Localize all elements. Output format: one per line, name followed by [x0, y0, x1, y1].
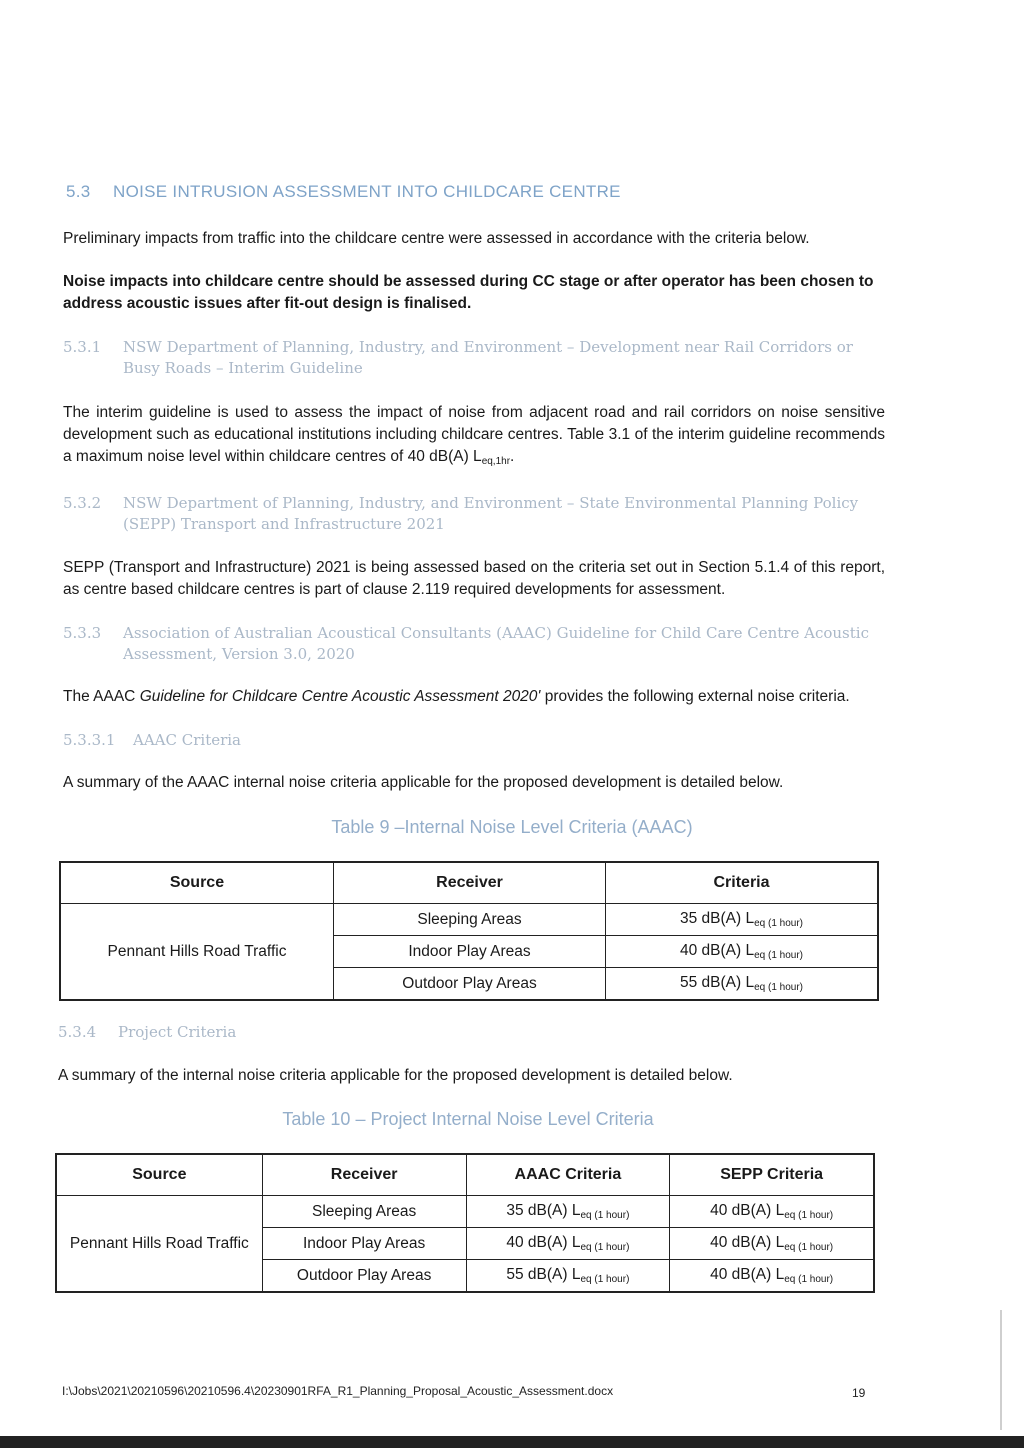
section-number: 5.3 — [66, 182, 91, 201]
subsection-5-3-1-heading — [63, 337, 885, 379]
subsection-title: Project Criteria — [118, 1023, 237, 1041]
sepp-value: 40 dB(A) L — [710, 1266, 785, 1283]
header-receiver: Receiver — [262, 1154, 466, 1196]
header-source: Source — [60, 862, 333, 904]
receiver-cell: Indoor Play Areas — [333, 936, 605, 968]
criteria-cell — [606, 936, 878, 968]
intro-paragraph: Preliminary impacts from traffic into the childcare centre were assessed in accordance with the criteria below. — [63, 230, 810, 247]
sepp-value: 40 dB(A) L — [710, 1234, 785, 1251]
subsection-5-3-3-1-body: A summary of the AAAC internal noise criteria applicable for the proposed development is detailed below. — [63, 774, 784, 791]
receiver-cell: Sleeping Areas — [262, 1196, 466, 1228]
section-heading — [66, 182, 886, 202]
section-title: NOISE INTRUSION ASSESSMENT INTO CHILDCARE CENTRE — [113, 182, 621, 201]
subsection-number: 5.3.1 — [63, 338, 102, 356]
sepp-subscript: eq (1 hour) — [784, 1242, 834, 1253]
criteria-subscript: eq (1 hour) — [754, 982, 804, 993]
criteria-cell — [606, 904, 878, 936]
subsection-5-3-3-body — [63, 686, 885, 708]
aaac-subscript: eq (1 hour) — [580, 1274, 630, 1285]
criteria-subscript: eq (1 hour) — [754, 950, 804, 961]
header-aaac-criteria: AAAC Criteria — [466, 1154, 670, 1196]
criteria-cell — [606, 968, 878, 1001]
criteria-value: 55 dB(A) L — [679, 974, 755, 991]
aaac-subscript: eq (1 hour) — [580, 1242, 630, 1253]
table-row — [56, 1196, 874, 1228]
sepp-subscript: eq (1 hour) — [784, 1274, 834, 1285]
body-text: The interim guideline is used to assess the impact of noise from adjacent road and rail corridors on noise sensitive development such as educational institutions including childcare centres. Table 3.1 of the interim guideline recommends a maximum noise level within childcare centres of 40 dB(A) L — [63, 404, 885, 465]
table-9 — [59, 861, 879, 1001]
aaac-criteria-cell — [466, 1260, 670, 1293]
body-end: . — [510, 448, 515, 465]
receiver-cell: Indoor Play Areas — [262, 1228, 466, 1260]
table-header-row — [56, 1154, 874, 1196]
bold-note: Noise impacts into childcare centre should be assessed during CC stage or after operator has been chosen to address acoustic issues after fit-out design is finalised. — [63, 273, 874, 312]
body-post: provides the following external noise criteria. — [540, 688, 850, 705]
sepp-value: 40 dB(A) L — [710, 1202, 785, 1219]
criteria-value: 35 dB(A) L — [679, 910, 755, 927]
sepp-criteria-cell — [670, 1260, 874, 1293]
page-number: 19 — [852, 1386, 866, 1400]
subsection-5-3-1-body — [63, 402, 885, 473]
subsection-title: Association of Australian Acoustical Consultants (AAAC) Guideline for Child Care Centre Acoustic Assessment, Version 3.0, 2020 — [123, 624, 869, 663]
header-sepp-criteria: SEPP Criteria — [670, 1154, 874, 1196]
scan-bottom-edge — [0, 1436, 1024, 1448]
subsection-5-3-4-body: A summary of the internal noise criteria applicable for the proposed development is detailed below. — [58, 1067, 733, 1084]
aaac-subscript: eq (1 hour) — [580, 1210, 630, 1221]
receiver-cell: Outdoor Play Areas — [262, 1260, 466, 1293]
aaac-value: 40 dB(A) L — [506, 1234, 581, 1251]
receiver-cell: Outdoor Play Areas — [333, 968, 605, 1001]
subsection-5-3-2-body: SEPP (Transport and Infrastructure) 2021 is being assessed based on the criteria set out in Section 5.1.4 of this report, as centre based childcare centres is part of clause 2.119 required developments for assessment. — [63, 559, 885, 598]
sepp-criteria-cell — [670, 1228, 874, 1260]
body-pre: The AAAC — [63, 688, 140, 705]
subsection-title: NSW Department of Planning, Industry, and Environment – Development near Rail Corridors or Busy Roads – Interim Guideline — [123, 338, 853, 377]
table-10-caption: Table 10 – Project Internal Noise Level Criteria — [282, 1109, 654, 1129]
subsection-title: NSW Department of Planning, Industry, and Environment – State Environmental Planning Policy (SEPP) Transport and Infrastructure 2021 — [123, 494, 859, 533]
footer-file-path: I:\Jobs\2021\20210596\20210596.4\20230901RFA_R1_Planning_Proposal_Acoustic_Assessment.docx — [62, 1384, 614, 1398]
table-row — [60, 904, 878, 936]
criteria-subscript: eq (1 hour) — [754, 918, 804, 929]
scan-edge-line — [1000, 1310, 1002, 1430]
receiver-cell: Sleeping Areas — [333, 904, 605, 936]
table-9-caption: Table 9 –Internal Noise Level Criteria (AAAC) — [331, 817, 693, 837]
subsection-5-3-3-1-heading — [63, 730, 885, 751]
subsection-number: 5.3.4 — [58, 1023, 97, 1041]
aaac-criteria-cell — [466, 1196, 670, 1228]
header-source: Source — [56, 1154, 262, 1196]
aaac-value: 55 dB(A) L — [506, 1266, 581, 1283]
subsection-number: 5.3.2 — [63, 494, 102, 512]
sepp-subscript: eq (1 hour) — [784, 1210, 834, 1221]
aaac-criteria-cell — [466, 1228, 670, 1260]
subsection-5-3-4-heading — [58, 1022, 880, 1043]
subsection-number: 5.3.3 — [63, 624, 102, 642]
header-criteria: Criteria — [606, 862, 878, 904]
sepp-criteria-cell — [670, 1196, 874, 1228]
subsection-5-3-3-heading — [63, 623, 885, 665]
subscript: eq,1hr — [481, 456, 511, 467]
table-header-row — [60, 862, 878, 904]
source-cell: Pennant Hills Road Traffic — [56, 1196, 262, 1293]
aaac-value: 35 dB(A) L — [506, 1202, 581, 1219]
subsection-title: AAAC Criteria — [133, 731, 242, 749]
guideline-title: Guideline for Childcare Centre Acoustic Assessment 2020' — [139, 688, 541, 705]
subsection-number: 5.3.3.1 — [63, 731, 116, 749]
header-receiver: Receiver — [333, 862, 605, 904]
source-cell: Pennant Hills Road Traffic — [60, 904, 333, 1001]
subsection-5-3-2-heading — [63, 493, 885, 535]
table-10 — [55, 1153, 875, 1293]
criteria-value: 40 dB(A) L — [679, 942, 755, 959]
